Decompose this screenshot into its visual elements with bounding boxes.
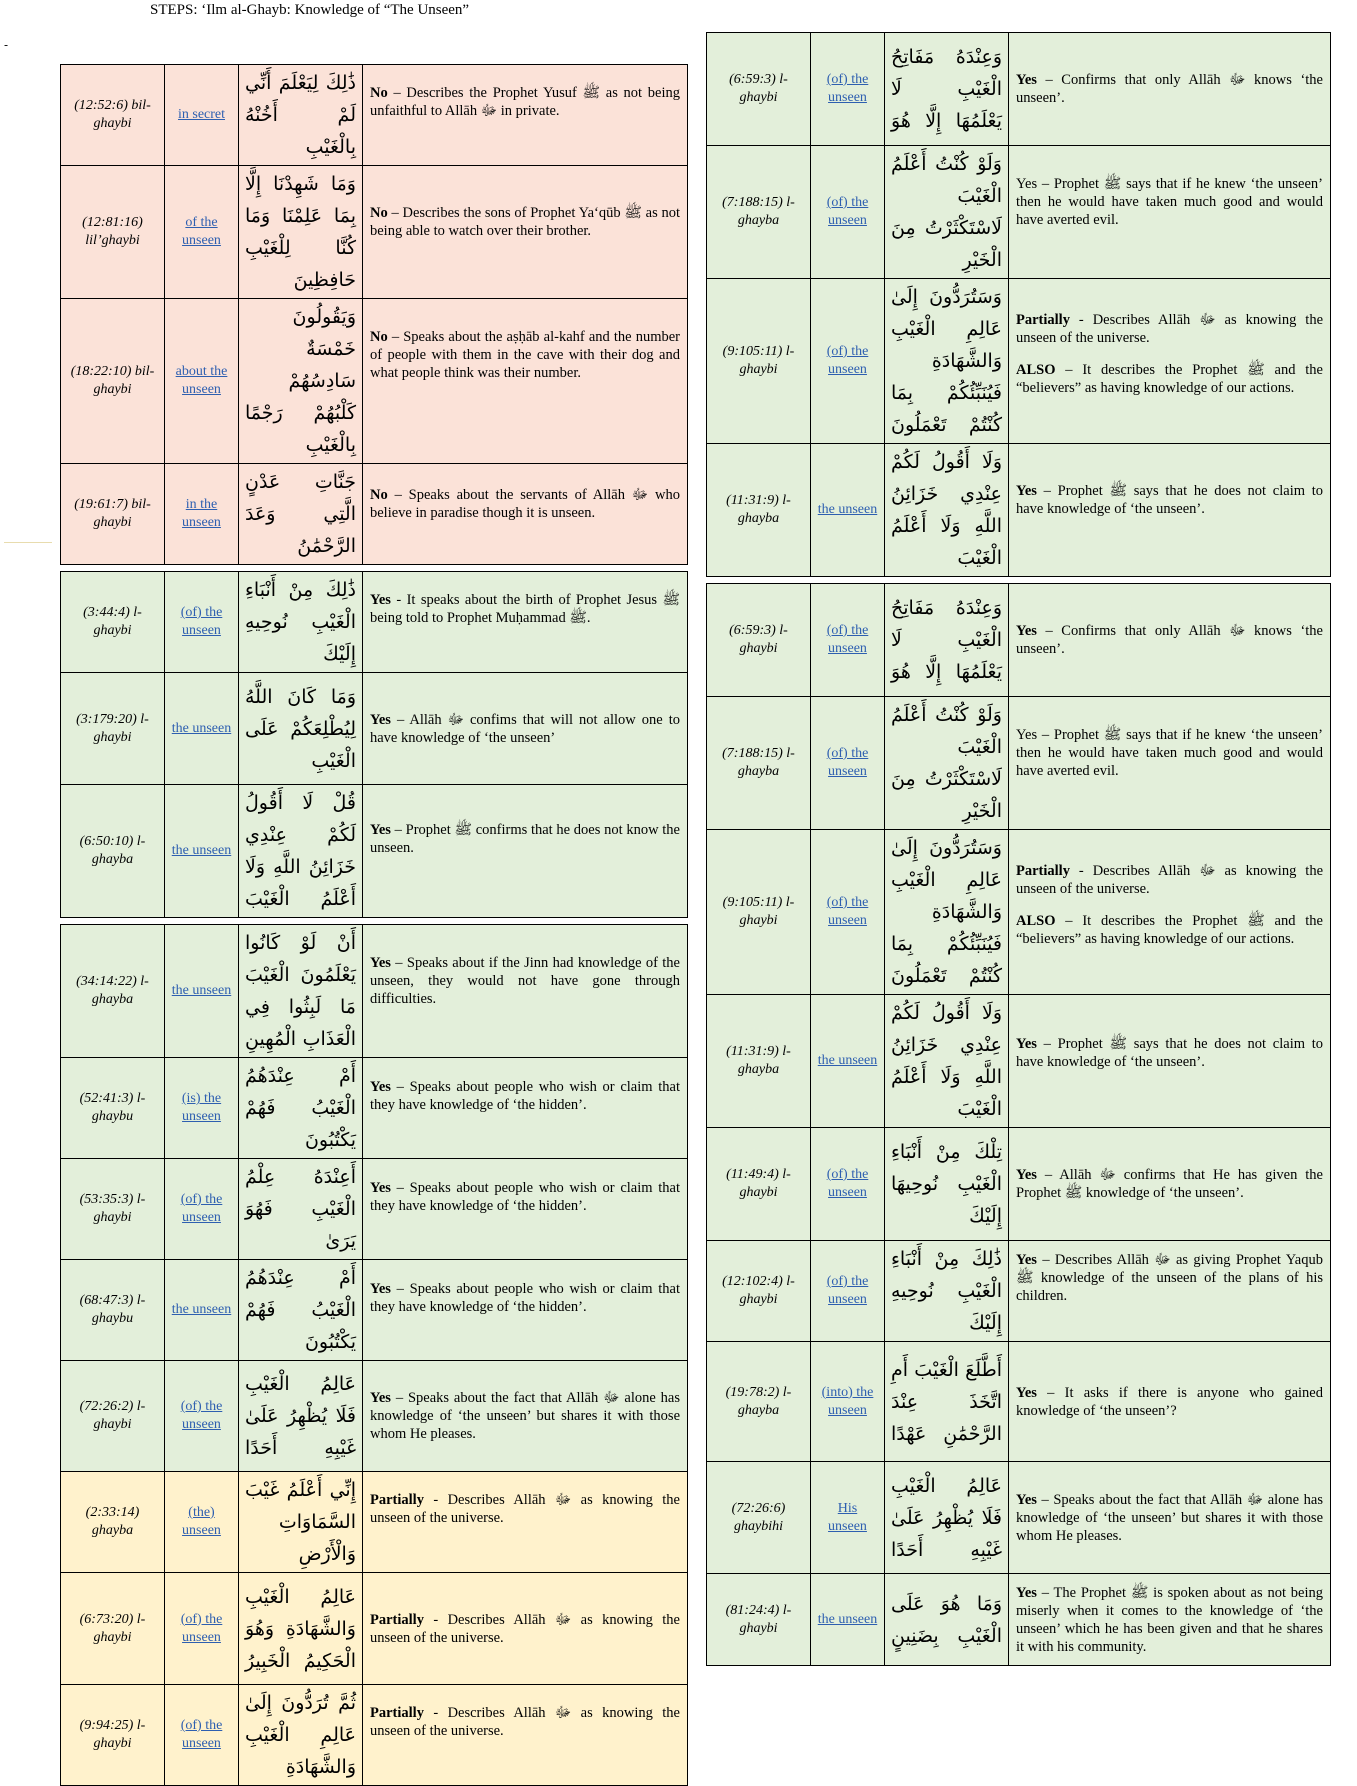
verse-reference: (6:50:10) l-ghayba — [61, 785, 165, 917]
table-row — [60, 463, 688, 565]
translation-link[interactable]: the unseen — [171, 983, 232, 998]
description-cell — [1009, 995, 1330, 1127]
translation-cell — [811, 584, 885, 696]
description-cell — [1009, 1462, 1330, 1573]
description-cell — [363, 1472, 687, 1572]
arabic-text: وَمَا شَهِدْنَا إِلَّا بِمَا عَلِمْنَا وَمَا كُنَّا لِلْغَيْبِ حَافِظِينَ — [239, 166, 363, 298]
translation-link[interactable]: (of) the unseen — [826, 1167, 869, 1200]
description-text: - Describes Allāh ﷻ as knowing the unseen of the universe. — [1016, 312, 1324, 346]
table-row — [706, 1461, 1331, 1574]
translation-cell — [165, 785, 239, 917]
arabic-text: وَعِنْدَهُ مَفَاتِحُ الْغَيْبِ لَا يَعْلَمُهَا إِلَّا هُوَ — [885, 33, 1009, 145]
description-cell — [363, 1159, 687, 1259]
verse-reference: (12:81:16) lil’ghaybi — [61, 166, 165, 298]
description-cell — [363, 1361, 687, 1471]
table-row — [706, 696, 1331, 830]
verdict-label: Yes — [370, 1078, 391, 1095]
arabic-text: ذَٰلِكَ لِيَعْلَمَ أَنِّي لَمْ أَخُنْهُ بِالْغَيْبِ — [239, 65, 363, 165]
description-text: – Confirms that only Allāh ﷻ knows ‘the unseen’. — [1016, 72, 1323, 106]
translation-link[interactable]: (of) the unseen — [826, 623, 869, 656]
verdict-label: Yes — [1016, 175, 1038, 192]
margin-line — [4, 542, 52, 543]
description-cell — [363, 572, 687, 672]
verse-reference: (12:102:4) l-ghaybi — [707, 1241, 811, 1341]
description-cell — [363, 673, 687, 784]
verdict-label: Partially — [370, 1705, 424, 1721]
verdict-label: Yes — [1016, 1167, 1037, 1183]
table-row — [60, 672, 688, 785]
verse-reference: (6:59:3) l-ghaybi — [707, 33, 811, 145]
table-row — [60, 1259, 688, 1361]
arabic-text: تِلْكَ مِنْ أَنْبَاءِ الْغَيْبِ نُوحِيهَا إِلَيْكَ — [885, 1128, 1009, 1240]
translation-link[interactable]: (of) the unseen — [826, 1274, 869, 1307]
verse-reference: (9:94:25) l-ghaybi — [61, 1685, 165, 1785]
verse-reference: (3:44:4) l-ghaybi — [61, 572, 165, 672]
verdict-label: No — [370, 204, 388, 221]
verdict-label: Yes — [1016, 1491, 1037, 1508]
table-row — [60, 1471, 688, 1573]
table-row — [60, 64, 688, 166]
verse-reference: (72:26:2) l-ghaybi — [61, 1361, 165, 1471]
description-text: – Allāh ﷻ confims that will not allow one to have knowledge of ‘the unseen’ — [370, 711, 680, 746]
translation-link[interactable]: (of) the unseen — [826, 895, 869, 928]
translation-cell — [811, 1342, 885, 1461]
verdict-label: Yes — [1016, 1384, 1037, 1401]
arabic-text: ذَٰلِكَ مِنْ أَنْبَاءِ الْغَيْبِ نُوحِيهِ إِلَيْكَ — [239, 572, 363, 672]
table-row — [60, 1158, 688, 1260]
description-text: – Describes the sons of Prophet Ya‘qūb ﷺ as not being able to watch over their brother. — [370, 204, 681, 239]
table-row — [60, 924, 688, 1058]
table-row — [60, 1057, 688, 1159]
verdict-label: Yes — [370, 1179, 391, 1196]
translation-cell — [811, 146, 885, 278]
translation-link[interactable]: (the) unseen — [182, 1505, 221, 1538]
arabic-text: وَسَتُرَدُّونَ إِلَىٰ عَالِمِ الْغَيْبِ وَالشَّهَادَةِ فَيُنَبِّئُكُمْ بِمَا كُنْتُمْ تَعْمَلُونَ — [885, 279, 1009, 443]
translation-link[interactable]: (of) the unseen — [180, 1399, 223, 1432]
verdict-label: Partially — [370, 1492, 424, 1508]
description-text-extra: – It describes the Prophet ﷺ and the “believers” as having knowledge of our actions. — [1016, 913, 1323, 947]
verdict-label: Yes — [1016, 623, 1037, 639]
verse-reference: (11:49:4) l-ghaybi — [707, 1128, 811, 1240]
description-text: – Prophet ﷺ says that if he knew ‘the unseen’ then he would have taken much good and would have averted evil. — [1016, 175, 1323, 228]
description-cell — [1009, 1574, 1330, 1665]
translation-link[interactable]: (is) the unseen — [181, 1091, 222, 1124]
description-cell — [363, 1685, 687, 1785]
description-text: – It asks if there is anyone who gained knowledge of ‘the unseen’? — [1016, 1384, 1323, 1419]
table-row — [60, 165, 688, 299]
translation-link[interactable]: (of) the unseen — [826, 344, 869, 377]
translation-link[interactable]: the unseen — [817, 1053, 878, 1068]
translation-cell — [165, 166, 239, 298]
translation-cell — [165, 1361, 239, 1471]
translation-link[interactable]: of the unseen — [182, 215, 221, 248]
description-cell — [1009, 33, 1330, 145]
description-text: – Speaks about the servants of Allāh ﷻ who believe in paradise though it is unseen. — [370, 487, 680, 521]
translation-link[interactable]: (of) the unseen — [180, 1718, 223, 1751]
translation-link[interactable]: the unseen — [817, 502, 878, 517]
arabic-text: أَمْ عِنْدَهُمُ الْغَيْبُ فَهُمْ يَكْتُبُونَ — [239, 1058, 363, 1158]
description-text: – Describes Allāh ﷻ as giving Prophet Yaqub ﷺ knowledge of the unseen of the plans of his children. — [1016, 1252, 1323, 1304]
arabic-text: أَنْ لَوْ كَانُوا يَعْلَمُونَ الْغَيْبَ مَا لَبِثُوا فِي الْعَذَابِ الْمُهِينِ — [239, 925, 363, 1057]
description-text: – Speaks about the aṣḥāb al-kahf and the number of people with them in the cave with their dog and what people think was their number. — [370, 329, 680, 381]
arabic-text: قُلْ لَا أَقُولُ لَكُمْ عِنْدِي خَزَائِنُ اللَّهِ وَلَا أَعْلَمُ الْغَيْبَ — [239, 785, 363, 917]
verse-reference: (12:52:6) bil-ghaybi — [61, 65, 165, 165]
verse-reference: (9:105:11) l-ghaybi — [707, 279, 811, 443]
description-text: - Describes Allāh ﷻ as knowing the unseen of the universe. — [370, 1492, 680, 1526]
verdict-label: Yes — [1016, 1252, 1037, 1268]
page-title: STEPS: ‘Ilm al-Ghayb: Knowledge of “The Unseen” — [150, 2, 470, 18]
arabic-text: وَيَقُولُونَ خَمْسَةٌ سَادِسُهُمْ كَلْبُهُمْ رَجْمًا بِالْغَيْبِ — [239, 299, 363, 463]
verse-reference: (7:188:15) l-ghayba — [707, 146, 811, 278]
translation-cell — [811, 1241, 885, 1341]
description-text: - Describes Allāh ﷻ as knowing the unseen of the universe. — [370, 1611, 680, 1646]
verdict-label: Yes — [370, 955, 391, 971]
verse-reference: (34:14:22) l-ghayba — [61, 925, 165, 1057]
arabic-text: أَطَّلَعَ الْغَيْبَ أَمِ اتَّخَذَ عِنْدَ الرَّحْمَٰنِ عَهْدًا — [885, 1342, 1009, 1461]
verdict-label: Yes — [1016, 482, 1037, 499]
translation-cell — [811, 697, 885, 829]
verdict-label: Yes — [1016, 1035, 1037, 1052]
verse-reference: (6:73:20) l-ghaybi — [61, 1573, 165, 1684]
verse-reference: (11:31:9) l-ghayba — [707, 444, 811, 576]
description-text: - It speaks about the birth of Prophet Jesus ﷺ being told to Prophet Muḥammad ﷺ. — [370, 592, 680, 626]
verse-reference: (3:179:20) l-ghaybi — [61, 673, 165, 784]
arabic-text: عَالِمُ الْغَيْبِ وَالشَّهَادَةِ وَهُوَ الْحَكِيمُ الْخَبِيرُ — [239, 1573, 363, 1684]
translation-cell — [165, 299, 239, 463]
arabic-text: ثُمَّ تُرَدُّونَ إِلَىٰ عَالِمِ الْغَيْبِ وَالشَّهَادَةِ — [239, 1685, 363, 1785]
translation-cell — [165, 1159, 239, 1259]
translation-link[interactable]: the unseen — [171, 843, 232, 858]
table-row — [706, 994, 1331, 1128]
description-cell — [363, 299, 687, 463]
description-text: - Describes Allāh ﷻ as knowing the unseen of the universe. — [370, 1705, 680, 1739]
translation-link[interactable]: in secret — [177, 107, 226, 122]
translation-link[interactable]: (of) the unseen — [180, 1611, 223, 1645]
arabic-text: إِنِّي أَعْلَمُ غَيْبَ السَّمَاوَاتِ وَالْأَرْضِ — [239, 1472, 363, 1572]
arabic-text: وَلَا أَقُولُ لَكُمْ عِنْدِي خَزَائِنُ اللَّهِ وَلَا أَعْلَمُ الْغَيْبَ — [885, 995, 1009, 1127]
translation-cell — [165, 464, 239, 564]
translation-cell — [811, 1574, 885, 1665]
arabic-text: جَنَّاتِ عَدْنٍ الَّتِي وَعَدَ الرَّحْمَٰنُ — [239, 464, 363, 564]
verdict-label: Yes — [370, 822, 391, 838]
verdict-label: Partially — [370, 1611, 424, 1628]
table-row — [60, 1572, 688, 1685]
translation-cell — [165, 1685, 239, 1785]
also-label: ALSO — [1016, 362, 1056, 378]
verse-reference: (19:78:2) l-ghayba — [707, 1342, 811, 1461]
arabic-text: أَعِنْدَهُ عِلْمُ الْغَيْبِ فَهُوَ يَرَىٰ — [239, 1159, 363, 1259]
arabic-text: وَعِنْدَهُ مَفَاتِحُ الْغَيْبِ لَا يَعْلَمُهَا إِلَّا هُوَ — [885, 584, 1009, 696]
arabic-text: وَمَا كَانَ اللَّهُ لِيُطْلِعَكُمْ عَلَى الْغَيْبِ — [239, 673, 363, 784]
arabic-text: وَلَوْ كُنْتُ أَعْلَمُ الْغَيْبَ لَاسْتَكْثَرْتُ مِنَ الْخَيْرِ — [885, 697, 1009, 829]
table-row — [706, 145, 1331, 279]
verdict-label: Yes — [370, 711, 391, 728]
table-row — [706, 829, 1331, 995]
description-cell — [1009, 1128, 1330, 1240]
translation-cell — [165, 65, 239, 165]
translation-link[interactable]: the unseen — [171, 1302, 232, 1317]
right-table — [706, 33, 1331, 1666]
description-cell — [363, 925, 687, 1057]
description-text: – Speaks about people who wish or claim that they have knowledge of ‘the hidden’. — [370, 1078, 680, 1113]
verse-reference: (53:35:3) l-ghaybi — [61, 1159, 165, 1259]
description-text: – Confirms that only Allāh ﷻ knows ‘the unseen’. — [1016, 623, 1323, 657]
verse-reference: (7:188:15) l-ghayba — [707, 697, 811, 829]
arabic-text: أَمْ عِنْدَهُمُ الْغَيْبُ فَهُمْ يَكْتُبُونَ — [239, 1260, 363, 1360]
translation-link[interactable]: (into) the unseen — [821, 1384, 874, 1418]
description-cell — [363, 65, 687, 165]
verse-reference: (52:41:3) l-ghaybu — [61, 1058, 165, 1158]
description-cell — [363, 464, 687, 564]
description-text: – Speaks about the fact that Allāh ﷻ alone has knowledge of ‘the unseen’ but shares it with those whom He pleases. — [1016, 1491, 1323, 1544]
translation-cell — [165, 1260, 239, 1360]
translation-link[interactable]: (of) the unseen — [180, 1192, 223, 1225]
table-row — [706, 443, 1331, 577]
arabic-text: وَمَا هُوَ عَلَى الْغَيْبِ بِضَنِينٍ — [885, 1574, 1009, 1665]
table-row — [60, 1360, 688, 1472]
verdict-label: No — [370, 85, 388, 101]
arabic-text: عَالِمُ الْغَيْبِ فَلَا يُظْهِرُ عَلَىٰ غَيْبِهِ أَحَدًا — [885, 1462, 1009, 1573]
verse-reference: (11:31:9) l-ghayba — [707, 995, 811, 1127]
verdict-label: Yes — [370, 1390, 391, 1406]
table-row — [60, 571, 688, 673]
arabic-text: وَلَوْ كُنْتُ أَعْلَمُ الْغَيْبَ لَاسْتَكْثَرْتُ مِنَ الْخَيْرِ — [885, 146, 1009, 278]
translation-cell — [811, 444, 885, 576]
table-row — [706, 583, 1331, 697]
left-table — [60, 65, 688, 1786]
arabic-text: عَالِمُ الْغَيْبِ فَلَا يُظْهِرُ عَلَىٰ غَيْبِهِ أَحَدًا — [239, 1361, 363, 1471]
verdict-label: Yes — [1016, 726, 1038, 743]
description-text: – Prophet ﷺ says that if he knew ‘the unseen’ then he would have taken much good and would have averted evil. — [1016, 726, 1323, 779]
verdict-label: Yes — [1016, 1584, 1037, 1601]
verse-reference: (19:61:7) bil-ghaybi — [61, 464, 165, 564]
verdict-label: No — [370, 329, 388, 345]
description-cell — [363, 785, 687, 917]
translation-cell — [811, 279, 885, 443]
description-text: - Describes Allāh ﷻ as knowing the unseen of the universe. — [1016, 863, 1324, 897]
verse-reference: (81:24:4) l-ghaybi — [707, 1574, 811, 1665]
description-cell — [1009, 1342, 1330, 1461]
translation-cell — [165, 572, 239, 672]
description-cell — [363, 1573, 687, 1684]
description-cell — [1009, 1241, 1330, 1341]
table-row — [706, 32, 1331, 146]
description-text-extra: – It describes the Prophet ﷺ and the “believers” as having knowledge of our actions. — [1016, 362, 1323, 396]
description-cell — [363, 1058, 687, 1158]
translation-cell — [811, 995, 885, 1127]
verdict-label: Yes — [370, 592, 391, 608]
translation-link[interactable]: (of) the unseen — [180, 605, 223, 638]
description-cell — [1009, 697, 1330, 829]
verse-reference: (72:26:6) ghaybihi — [707, 1462, 811, 1573]
margin-dash: - — [4, 38, 9, 52]
description-cell — [1009, 830, 1330, 994]
translation-cell — [811, 33, 885, 145]
description-text: – Speaks about the fact that Allāh ﷻ alone has knowledge of ‘the unseen’ but shares it with those whom He pleases. — [370, 1390, 680, 1442]
table-row — [706, 278, 1331, 444]
description-cell — [1009, 279, 1330, 443]
translation-cell — [165, 1058, 239, 1158]
description-text: – Speaks about people who wish or claim that they have knowledge of ‘the hidden’. — [370, 1179, 680, 1214]
verdict-label: Partially — [1016, 312, 1070, 328]
translation-link[interactable]: His unseen — [828, 1500, 867, 1534]
verse-reference: (18:22:10) bil-ghaybi — [61, 299, 165, 463]
verdict-label: Yes — [370, 1280, 391, 1297]
description-text: – Allāh ﷻ confirms that He has given the Prophet ﷺ knowledge of ‘the unseen’. — [1016, 1167, 1323, 1201]
table-row — [706, 1127, 1331, 1241]
description-text: – Prophet ﷺ says that he does not claim to have knowledge of ‘the unseen’. — [1016, 482, 1324, 517]
table-row — [60, 298, 688, 464]
description-text: – Prophet ﷺ confirms that he does not know the unseen. — [370, 822, 680, 856]
translation-cell — [165, 925, 239, 1057]
arabic-text: وَلَا أَقُولُ لَكُمْ عِنْدِي خَزَائِنُ اللَّهِ وَلَا أَعْلَمُ الْغَيْبَ — [885, 444, 1009, 576]
table-row — [706, 1240, 1331, 1342]
translation-cell — [165, 1573, 239, 1684]
description-text: – Prophet ﷺ says that he does not claim to have knowledge of ‘the unseen’. — [1016, 1035, 1324, 1070]
description-text: – Describes the Prophet Yusuf ﷺ as not being unfaithful to Allāh ﷻ in private. — [370, 85, 680, 119]
translation-link[interactable]: in the unseen — [182, 497, 221, 530]
arabic-text: وَسَتُرَدُّونَ إِلَىٰ عَالِمِ الْغَيْبِ وَالشَّهَادَةِ فَيُنَبِّئُكُمْ بِمَا كُنْتُمْ تَعْمَلُونَ — [885, 830, 1009, 994]
translation-link[interactable]: the unseen — [171, 720, 232, 736]
translation-link[interactable]: the unseen — [817, 1611, 878, 1627]
description-text: – Speaks about if the Jinn had knowledge of the unseen, they would not have gone through difficulties. — [370, 955, 680, 1007]
verse-reference: (9:105:11) l-ghaybi — [707, 830, 811, 994]
arabic-text: ذَٰلِكَ مِنْ أَنْبَاءِ الْغَيْبِ نُوحِيهِ إِلَيْكَ — [885, 1241, 1009, 1341]
description-cell — [1009, 444, 1330, 576]
verse-reference: (6:59:3) l-ghaybi — [707, 584, 811, 696]
also-label: ALSO — [1016, 913, 1056, 929]
table-row — [706, 1573, 1331, 1666]
verdict-label: No — [370, 487, 388, 503]
table-row — [706, 1341, 1331, 1462]
translation-link[interactable]: (of) the unseen — [826, 746, 869, 779]
translation-cell — [811, 1462, 885, 1573]
translation-link[interactable]: (of) the unseen — [826, 72, 869, 105]
verdict-label: Yes — [1016, 72, 1037, 88]
table-row — [60, 1684, 688, 1786]
translation-cell — [165, 673, 239, 784]
translation-link[interactable]: (of) the unseen — [826, 195, 869, 228]
translation-cell — [811, 830, 885, 994]
description-cell — [363, 1260, 687, 1360]
verse-reference: (68:47:3) l-ghaybu — [61, 1260, 165, 1360]
verse-reference: (2:33:14) ghayba — [61, 1472, 165, 1572]
description-text: – The Prophet ﷺ is spoken about as not being miserly when it comes to the knowledge of ‘the unseen’ which he has been given and that he shares it with his community. — [1016, 1584, 1323, 1655]
verdict-label: Partially — [1016, 863, 1070, 879]
translation-cell — [811, 1128, 885, 1240]
table-row — [60, 784, 688, 918]
translation-cell — [165, 1472, 239, 1572]
translation-link[interactable]: about the unseen — [175, 364, 228, 397]
description-cell — [1009, 584, 1330, 696]
description-cell — [1009, 146, 1330, 278]
description-text: – Speaks about people who wish or claim that they have knowledge of ‘the hidden’. — [370, 1280, 680, 1315]
description-cell — [363, 166, 687, 298]
